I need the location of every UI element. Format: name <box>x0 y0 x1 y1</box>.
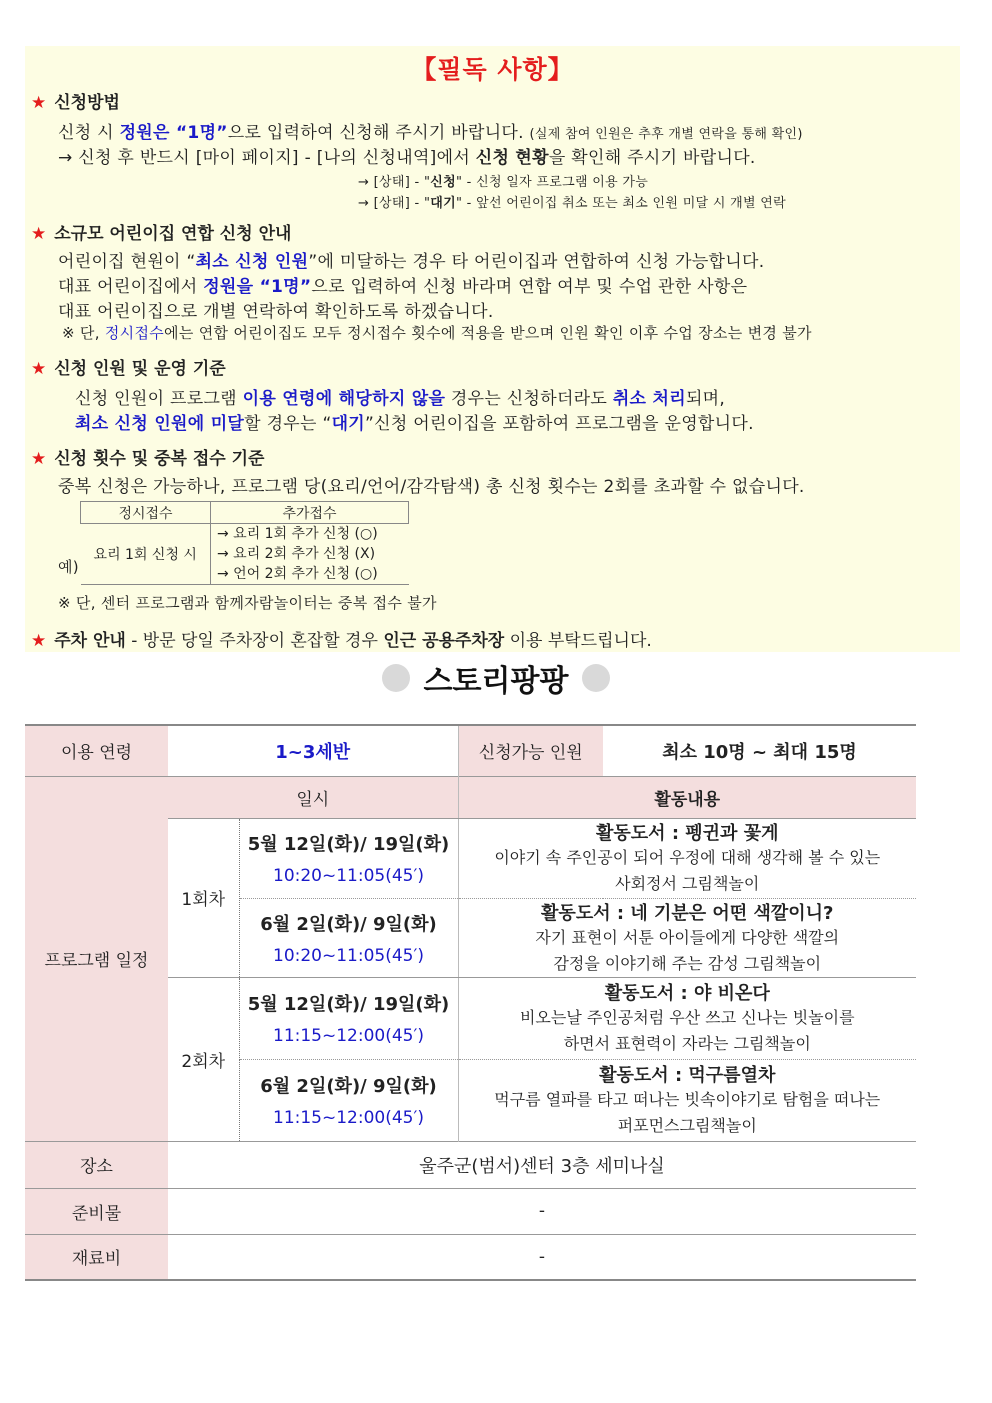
text-line: 어린이집 현원이 “최소 신청 인원”에 미달하는 경우 타 어린이집과 연합하여 신청 가능합니다. <box>58 252 765 272</box>
circle-bullet-icon <box>382 664 410 692</box>
text-line: → [상태] - "대기" - 앞선 어린이집 취소 또는 최소 인원 미달 시 개별 연락 <box>358 196 786 211</box>
schedule-label: 프로그램 일정 <box>25 776 168 1141</box>
session-datetime: 5월 12일(화)/ 19일(화) 10:20~11:05(45′) <box>239 818 458 898</box>
session-activity: 활동도서 : 펭귄과 꽃게 이야기 속 주인공이 되어 우정에 대해 생각해 볼 수 있는 사회정서 그림책놀이 <box>458 818 916 898</box>
fee-label: 재료비 <box>25 1234 168 1280</box>
activity-header: 활동내용 <box>458 776 916 818</box>
datetime-header: 일시 <box>168 776 458 818</box>
notice-box: 【필독 사항】 ★ 신청방법 신청 시 정원은 “1명”으로 입력하여 신청해 주시기 바랍니다. (실제 참여 인원은 추후 개별 연락을 통해 확인) → 신청 후 반드시 [마이 페이지] - [나의 신청내역]에서 신청 현황을 확인해 주시기 바랍니다. → [상태] - "신청" - 신청 일자 프로그램 이용 가능 → [상태] - "대기" - 앞선 어린이집 취소 또는 최소 인원 미달 시 개별 연락 ★ 소규모 어린이집 연합 신청 안내 어린이집 현원이 “최소 신청 인원”에 미달하는 경우 타 어린이집과 연합하여 신청 가능합니다. 대표 어린이집에서 정원을 “1명”으로 입력하여 신청 바라며 연합 여부 및 수업 관한 사항은 대표 어린이집으로 개별 연락하여 확인하도록 하겠습니다. ※ 단, 정시접수에는 연합 어린이집도 모두 정시접수 횟수에 적용을 받으며 인원 확인 이후 수업 장소는 변경 불가 ★ 신청 인원 및 운영 기준 신청 인원이 프로그램 이용 연령에 해당하지 않을 경우는 신청하더라도 취소 처리되며, 최소 신청 인원에 미달할 경우는 “대기”신청 어린이집을 포함하여 프로그램을 운영합니다. ★ 신청 횟수 및 중복 접수 기준 중복 신청은 가능하나, 프로그램 당(요리/언어/감각탐색) 총 신청 횟수는 2회를 초과할 수 없습니다. 예) 정시접수 추가접수 요리 1회 신청 시 → 요리 1회 추가 신청 (○) → 요리 2회 추가 신청 (X) → 언어 2회 추가 신청 (○) ※ 단, 센터 프로그램과 함께자람놀이터는 중복 접수 불가 ★ 주차 안내 - 방문 당일 주차장이 혼잡할 경우 인근 공용주차장 이용 부탁드립니다. <box>25 46 960 652</box>
star-icon: ★ <box>31 359 47 379</box>
section-heading: 주차 안내 <box>54 631 126 651</box>
fee-value: - <box>168 1234 916 1280</box>
round-label: 1회차 <box>168 818 239 977</box>
program-title: 스토리팡팡 <box>423 664 569 699</box>
star-icon: ★ <box>31 449 47 469</box>
table-header: 정시접수 <box>81 502 211 524</box>
text-line: ※ 단, 정시접수에는 연합 어린이집도 모두 정시접수 횟수에 적용을 받으며 인원 확인 이후 수업 장소는 변경 불가 <box>62 324 812 342</box>
program-title-bar <box>0 656 992 704</box>
table-header: 추가접수 <box>211 502 409 524</box>
section-heading: 신청 인원 및 운영 기준 <box>54 359 226 379</box>
text-line: 신청 인원이 프로그램 이용 연령에 해당하지 않을 경우는 신청하더라도 취소 처리되며, <box>75 389 726 409</box>
text-line: 대표 어린이집에서 정원을 “1명”으로 입력하여 신청 바라며 연합 여부 및 수업 관한 사항은 <box>58 277 748 297</box>
capacity-value: 최소 10명 ~ 최대 15명 <box>662 741 857 763</box>
section-heading: 신청 횟수 및 중복 접수 기준 <box>54 449 265 469</box>
session-activity: 활동도서 : 야 비온다 비오는날 주인공처럼 우산 쓰고 신나는 빗놀이를 하면서 표현력이 자라는 그림책놀이 <box>458 977 916 1059</box>
age-value: 1~3세반 <box>168 725 458 776</box>
session-activity: 활동도서 : 네 기분은 어떤 색깔이니? 자기 표현이 서툰 아이들에게 다양한 색깔의 감정을 이야기해 주는 감성 그림책놀이 <box>458 898 916 977</box>
star-icon: ★ <box>31 93 47 113</box>
program-table <box>25 724 916 1281</box>
round-label: 2회차 <box>168 977 239 1141</box>
session-datetime: 5월 12일(화)/ 19일(화) 11:15~12:00(45′) <box>239 977 458 1059</box>
notice-title: 【필독 사항】 <box>411 55 574 84</box>
session-datetime: 6월 2일(화)/ 9일(화) 11:15~12:00(45′) <box>239 1059 458 1141</box>
place-value: 울주군(범서)센터 3층 세미나실 <box>168 1141 916 1188</box>
session-activity: 활동도서 : 먹구름열차 먹구름 열파를 타고 떠나는 빗속이야기로 탐험을 떠나는 퍼포먼스그림책놀이 <box>494 1065 881 1135</box>
star-icon: ★ <box>31 631 47 651</box>
age-label: 이용 연령 <box>25 725 168 776</box>
text-line: → 신청 후 반드시 [마이 페이지] - [나의 신청내역]에서 신청 현황을 확인해 주시기 바랍니다. <box>58 148 756 168</box>
session-datetime: 6월 2일(화)/ 9일(화) 10:20~11:05(45′) <box>239 898 458 977</box>
place-label: 장소 <box>25 1141 168 1188</box>
text-line: 신청 시 정원은 “1명”으로 입력하여 신청해 주시기 바랍니다. (실제 참여 인원은 추후 개별 연락을 통해 확인) <box>58 123 803 143</box>
table-cell: 요리 1회 신청 시 <box>81 524 211 585</box>
text-line: 중복 신청은 가능하나, 프로그램 당(요리/언어/감각탐색) 총 신청 횟수는 2회를 초과할 수 없습니다. <box>58 477 805 497</box>
example-label: 예) <box>58 558 79 576</box>
section-heading: 소규모 어린이집 연합 신청 안내 <box>54 224 292 244</box>
circle-bullet-icon <box>582 664 610 692</box>
star-icon: ★ <box>31 224 47 244</box>
duplicate-rule-table <box>80 501 409 585</box>
text-line: → [상태] - "신청" - 신청 일자 프로그램 이용 가능 <box>358 175 649 190</box>
text-line: 대표 어린이집으로 개별 연락하여 확인하도록 하겠습니다. <box>58 302 494 322</box>
text-line: ※ 단, 센터 프로그램과 함께자람놀이터는 중복 접수 불가 <box>58 594 437 612</box>
supplies-value: - <box>168 1188 916 1234</box>
supplies-label: 준비물 <box>25 1188 168 1234</box>
text-line: 최소 신청 인원에 미달할 경우는 “대기”신청 어린이집을 포함하여 프로그램을 운영합니다. <box>75 414 754 434</box>
capacity-label: 신청가능 인원 <box>458 725 603 776</box>
table-cell: → 요리 1회 추가 신청 (○) → 요리 2회 추가 신청 (X) → 언어 2회 추가 신청 (○) <box>211 524 409 585</box>
section-heading: 신청방법 <box>54 93 120 113</box>
